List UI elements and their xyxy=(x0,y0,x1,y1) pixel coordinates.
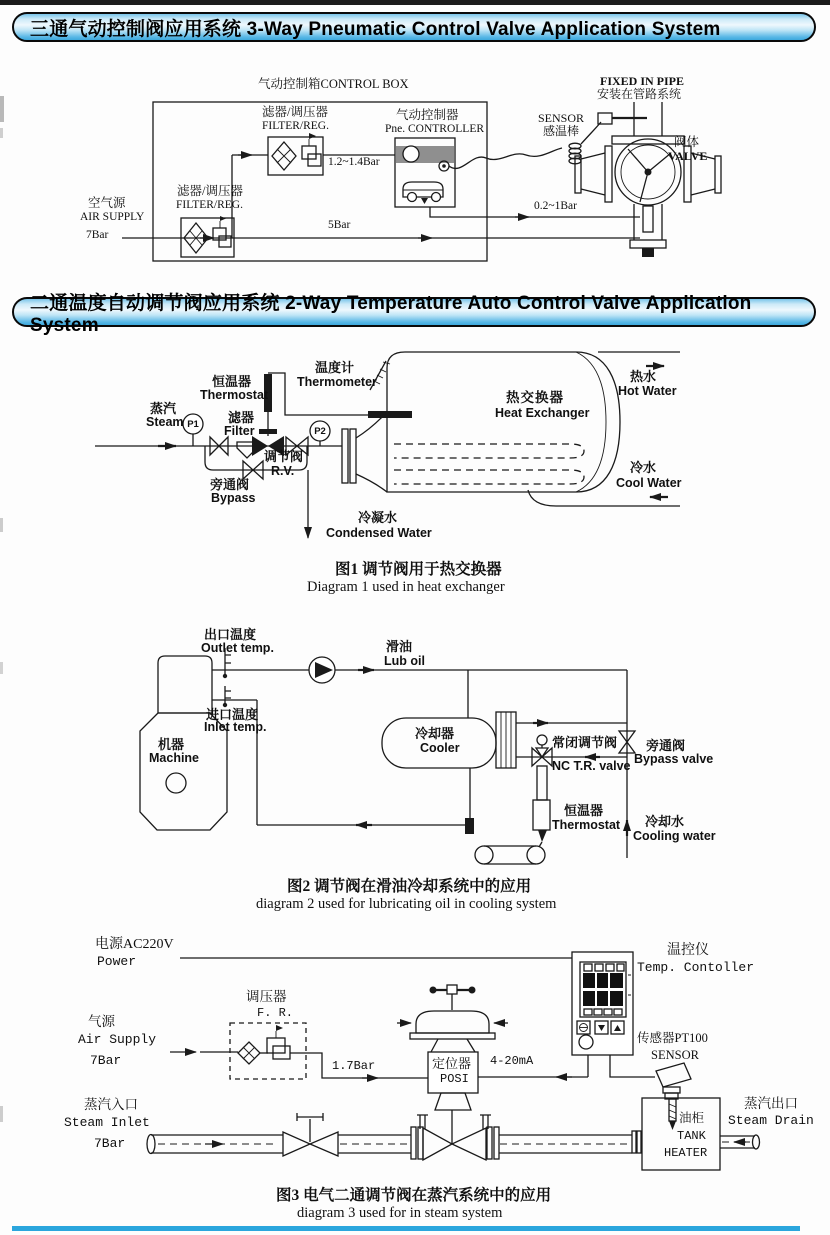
section-header-2way xyxy=(12,292,816,336)
section-header-3way-text: 三通气动控制阀应用系统 3-Way Pneumatic Control Valve Application System xyxy=(30,18,721,40)
label-fr-en: F. R. xyxy=(257,1006,294,1020)
label-line-pressure: 5Bar xyxy=(328,219,351,231)
label-valve-cn: 阀体 xyxy=(674,135,700,149)
hot-water-line xyxy=(598,352,680,366)
label-thermometer-en: Thermometer xyxy=(297,375,377,389)
control-valve-body xyxy=(417,1093,491,1160)
steam-pipe xyxy=(147,1113,641,1159)
label-bypass-cn: 旁通阀 xyxy=(210,477,250,492)
label-controller-cn: 气动控制器 xyxy=(396,108,459,122)
label-filter-reg1-cn: 滤器/调压器 xyxy=(262,105,328,119)
pump-symbol xyxy=(309,657,335,683)
label-sensor-cn: 感温棒 xyxy=(543,124,580,138)
heat-exchanger-vessel xyxy=(387,352,620,492)
fr-filter-regulator xyxy=(200,1023,428,1079)
label-air-supply-en: AIR SUPPLY xyxy=(80,211,145,223)
label-power-en: Power xyxy=(97,954,137,969)
label-bypass-valve-cn: 旁通阀 xyxy=(646,738,686,753)
gauge-p2-text: P2 xyxy=(314,426,326,437)
label-outlet-temp-en: Outlet temp. xyxy=(201,641,274,655)
label-signal-420ma: 4-20mA xyxy=(490,1054,534,1068)
pneumatic-controller-symbol xyxy=(395,138,455,207)
label-thermometer-cn: 温度计 xyxy=(315,360,355,375)
label-nc-valve-en: NC T.R. valve xyxy=(552,759,631,773)
section-header-3way xyxy=(12,12,816,42)
label-filter-reg2-cn: 滤器/调压器 xyxy=(177,184,243,198)
label-inlet-temp-en: Inlet temp. xyxy=(204,720,267,734)
label-air2-pressure: 7Bar xyxy=(90,1053,122,1068)
filter-regulator-symbol-top xyxy=(268,133,323,175)
caption-diagram3-en: diagram 3 used for in steam system xyxy=(297,1205,503,1221)
label-outlet-temp-cn: 出口温度 xyxy=(204,627,257,642)
label-fr-cn: 调压器 xyxy=(246,989,287,1004)
label-lub-oil-cn: 滑油 xyxy=(386,639,413,654)
label-posi-cn: 定位器 xyxy=(432,1056,472,1071)
drain-pipe xyxy=(720,1135,760,1149)
nc-tr-valve-symbol xyxy=(532,735,552,766)
label-bypass-en: Bypass xyxy=(211,491,256,505)
label-sensor-en: SENSOR xyxy=(538,111,585,125)
caption-diagram1-cn: 图1 调节阀用于热交换器 xyxy=(335,561,502,578)
label-condensed-en: Condensed Water xyxy=(326,526,432,540)
label-hot-water-cn: 热水 xyxy=(630,369,657,384)
section-header-2way-text: 二通温度自动调节阀应用系统 2-Way Temperature Auto Control Valve Application System xyxy=(30,292,752,336)
label-hot-water-en: Hot Water xyxy=(618,384,677,398)
label-fr-pressure: 1.7Bar xyxy=(332,1059,376,1073)
label-tank-en1: TANK xyxy=(677,1129,706,1143)
inlet-temp-sensor xyxy=(223,686,231,707)
thermostat-symbol xyxy=(533,766,550,847)
label-steam-inlet-cn: 蒸汽入口 xyxy=(84,1097,138,1112)
label-hx-cn: 热交换器 xyxy=(506,390,564,405)
label-inlet-temp-cn: 进口温度 xyxy=(206,707,259,722)
label-pt100-en: SENSOR xyxy=(651,1048,699,1062)
label-machine-en: Machine xyxy=(149,751,200,765)
label-filter-en: Filter xyxy=(224,424,255,438)
label-fixed-in-pipe-cn: 安装在管路系统 xyxy=(597,87,682,101)
label-machine-cn: 机器 xyxy=(158,737,185,752)
label-bypass-valve-en: Bypass valve xyxy=(634,752,714,766)
temp-controller-box xyxy=(572,952,633,1055)
label-temp-controller-en: Temp. Contoller xyxy=(637,960,755,975)
label-posi-en: POSI xyxy=(440,1072,469,1086)
label-nc-valve-cn: 常闭调节阀 xyxy=(552,735,618,750)
label-thermostat2-cn: 恒温器 xyxy=(564,803,604,818)
label-cooling-water-cn: 冷却水 xyxy=(645,814,685,829)
label-cool-water-cn: 冷水 xyxy=(630,460,657,475)
label-thermostat2-en: Thermostat xyxy=(552,818,621,832)
label-power-cn: 电源AC220V xyxy=(95,937,174,952)
label-rv-cn: 调节阀 xyxy=(264,449,304,464)
caption-diagram2-en: diagram 2 used for lubricating oil in cooling system xyxy=(256,896,557,912)
label-valve-en: VALVE xyxy=(668,149,708,163)
label-thermostat-en: Thermostat xyxy=(200,388,269,402)
label-hx-en: Heat Exchanger xyxy=(495,406,590,420)
label-pt100-cn: 传感器PT100 xyxy=(637,1031,708,1045)
label-pressure-mid: 1.2~1.4Bar xyxy=(328,156,380,168)
label-steam-cn: 蒸汽 xyxy=(150,401,177,416)
label-pressure-out: 0.2~1Bar xyxy=(534,200,577,212)
capillary-pulleys xyxy=(475,846,545,864)
label-temp-controller-cn: 温控仪 xyxy=(667,943,709,958)
label-condensed-cn: 冷凝水 xyxy=(358,510,398,525)
caption-diagram2-cn: 图2 调节阀在滑油冷却系统中的应用 xyxy=(287,878,532,895)
label-air-supply-cn: 空气源 xyxy=(88,196,126,210)
label-filter-cn: 滤器 xyxy=(228,410,255,425)
label-steam-inlet-pressure: 7Bar xyxy=(94,1136,126,1151)
label-steam-drain-cn: 蒸汽出口 xyxy=(744,1096,798,1111)
label-rv-en: R.V. xyxy=(271,464,295,478)
gauge-p1-text: P1 xyxy=(187,419,199,430)
three-way-valve-symbol xyxy=(575,102,721,257)
caption-diagram1-en: Diagram 1 used in heat exchanger xyxy=(307,579,505,595)
label-cooler-cn: 冷却器 xyxy=(415,726,455,741)
label-control-box: 气动控制箱CONTROL BOX xyxy=(258,77,409,91)
label-filter-reg2-en: FILTER/REG. xyxy=(176,199,243,211)
filter-regulator-symbol-bottom xyxy=(181,216,234,257)
label-tank-cn: 油柜 xyxy=(679,1111,705,1125)
label-steam-inlet-en: Steam Inlet xyxy=(64,1115,150,1130)
caption-diagram3-cn: 图3 电气二通调节阀在蒸汽系统中的应用 xyxy=(276,1187,552,1204)
label-controller-en: Pne. CONTROLLER xyxy=(385,123,485,135)
label-tank-en2: HEATER xyxy=(664,1146,708,1160)
label-cooling-water-en: Cooling water xyxy=(633,829,716,843)
exchanger-inlet-nozzle xyxy=(342,412,387,492)
label-cool-water-en: Cool Water xyxy=(616,476,682,490)
label-air-supply-pressure: 7Bar xyxy=(86,229,109,241)
label-filter-reg1-en: FILTER/REG. xyxy=(262,120,329,132)
label-steam-en: Steam xyxy=(146,415,184,429)
label-steam-drain-en: Steam Drain xyxy=(728,1113,814,1128)
control-valve-actuator xyxy=(397,985,508,1052)
label-air2-cn: 气源 xyxy=(88,1014,115,1029)
label-lub-oil-en: Lub oil xyxy=(384,654,425,668)
label-air2-en: Air Supply xyxy=(78,1032,157,1047)
label-thermostat-cn: 恒温器 xyxy=(212,374,252,389)
label-fixed-in-pipe-en: FIXED IN PIPE xyxy=(600,74,685,88)
label-cooler-en: Cooler xyxy=(420,741,460,755)
